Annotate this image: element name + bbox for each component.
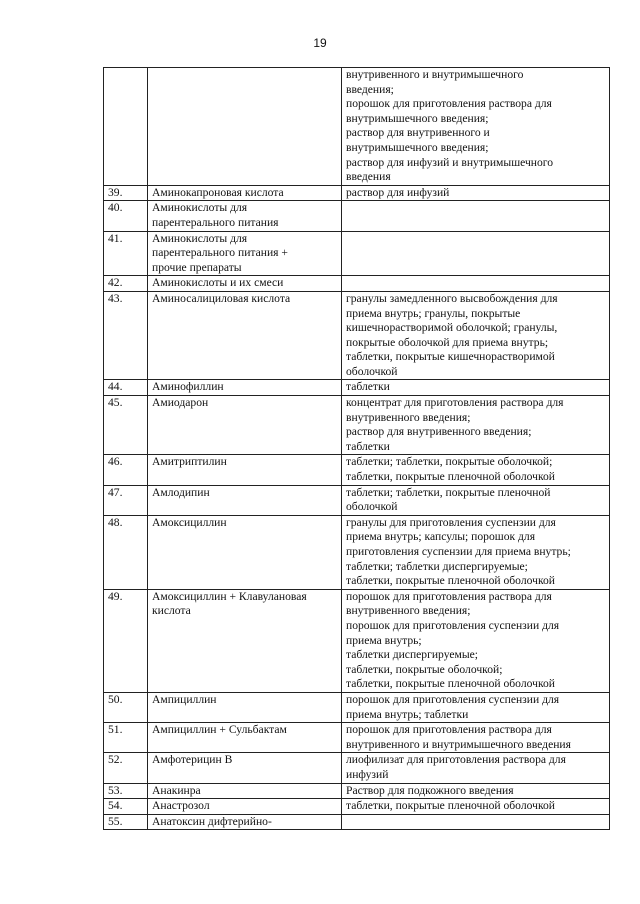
table-row [104,753,610,783]
table-row [104,723,610,753]
drug-name-cell: Аминокислоты для парентерального питания + прочие препараты [148,231,342,276]
row-number-cell: 54. [104,799,148,815]
row-number-cell: 50. [104,692,148,722]
dosage-form-cell: внутривенного и внутримышечного введения; порошок для приготовления раствора для внутримышечного введения; раствор для внутривенного и внутримышечного введения; раствор для инфузий и внутримышечного введения [342,68,610,186]
table-row [104,185,610,201]
row-number-cell: 53. [104,783,148,799]
drug-name-cell: Амлодипин [148,485,342,515]
row-number-cell: 39. [104,185,148,201]
row-number-cell: 41. [104,231,148,276]
table-row [104,380,610,396]
drug-name-cell: Ампициллин [148,692,342,722]
row-number-cell: 44. [104,380,148,396]
drug-name-cell: Анатоксин дифтерийно- [148,814,342,830]
drug-name-cell: Анакинра [148,783,342,799]
table-row [104,799,610,815]
dosage-form-cell [342,276,610,292]
page-number: 19 [313,36,327,50]
drug-name-cell: Амфотерицин В [148,753,342,783]
dosage-form-cell: таблетки; таблетки, покрытые оболочкой; таблетки, покрытые пленочной оболочкой [342,455,610,485]
dosage-form-cell: лиофилизат для приготовления раствора для инфузий [342,753,610,783]
table-row [104,783,610,799]
dosage-form-cell: таблетки, покрытые пленочной оболочкой [342,799,610,815]
dosage-form-cell: таблетки [342,380,610,396]
row-number-cell: 48. [104,515,148,589]
table-row [104,485,610,515]
dosage-form-cell [342,201,610,231]
table-row [104,231,610,276]
drug-name-cell [148,68,342,186]
dosage-form-cell: концентрат для приготовления раствора для внутривенного введения; раствор для внутривенного введения; таблетки [342,396,610,455]
row-number-cell: 49. [104,589,148,692]
drug-name-cell: Амоксициллин + Клавулановая кислота [148,589,342,692]
row-number-cell: 52. [104,753,148,783]
table-row [104,515,610,589]
drug-list-body [104,68,610,830]
drug-name-cell: Амоксициллин [148,515,342,589]
row-number-cell: 47. [104,485,148,515]
table-row [104,276,610,292]
table-row [104,455,610,485]
row-number-cell: 40. [104,201,148,231]
drug-name-cell: Амитриптилин [148,455,342,485]
row-number-cell: 55. [104,814,148,830]
table-row [104,291,610,380]
drug-name-cell: Аминокапроновая кислота [148,185,342,201]
drug-name-cell: Аминокислоты для парентерального питания [148,201,342,231]
row-number-cell [104,68,148,186]
row-number-cell: 45. [104,396,148,455]
dosage-form-cell: раствор для инфузий [342,185,610,201]
table-row [104,814,610,830]
table-row [104,589,610,692]
dosage-form-cell: Раствор для подкожного введения [342,783,610,799]
table-row [104,68,610,186]
row-number-cell: 51. [104,723,148,753]
drug-name-cell: Анастрозол [148,799,342,815]
row-number-cell: 46. [104,455,148,485]
drug-name-cell: Ампициллин + Сульбактам [148,723,342,753]
drug-list-table [103,67,610,830]
dosage-form-cell: гранулы замедленного высвобождения для приема внутрь; гранулы, покрытые кишечнорастворимой оболочкой; гранулы, покрытые оболочкой для приема внутрь; таблетки, покрытые кишечнорастворимой оболочкой [342,291,610,380]
dosage-form-cell: порошок для приготовления раствора для внутривенного введения; порошок для приготовления суспензии для приема внутрь; таблетки диспергируемые; таблетки, покрытые оболочкой; таблетки, покрытые пленочной оболочкой [342,589,610,692]
table-row [104,201,610,231]
dosage-form-cell: порошок для приготовления суспензии для приема внутрь; таблетки [342,692,610,722]
dosage-form-cell: таблетки; таблетки, покрытые пленочной оболочкой [342,485,610,515]
drug-name-cell: Аминофиллин [148,380,342,396]
dosage-form-cell: порошок для приготовления раствора для внутривенного и внутримышечного введения [342,723,610,753]
table-row [104,692,610,722]
dosage-form-cell: гранулы для приготовления суспензии для приема внутрь; капсулы; порошок для приготовления суспензии для приема внутрь; таблетки; таблетки диспергируемые; таблетки, покрытые пленочной оболочкой [342,515,610,589]
row-number-cell: 42. [104,276,148,292]
drug-name-cell: Амиодарон [148,396,342,455]
dosage-form-cell [342,814,610,830]
table-row [104,396,610,455]
row-number-cell: 43. [104,291,148,380]
drug-name-cell: Аминокислоты и их смеси [148,276,342,292]
dosage-form-cell [342,231,610,276]
drug-name-cell: Аминосалициловая кислота [148,291,342,380]
